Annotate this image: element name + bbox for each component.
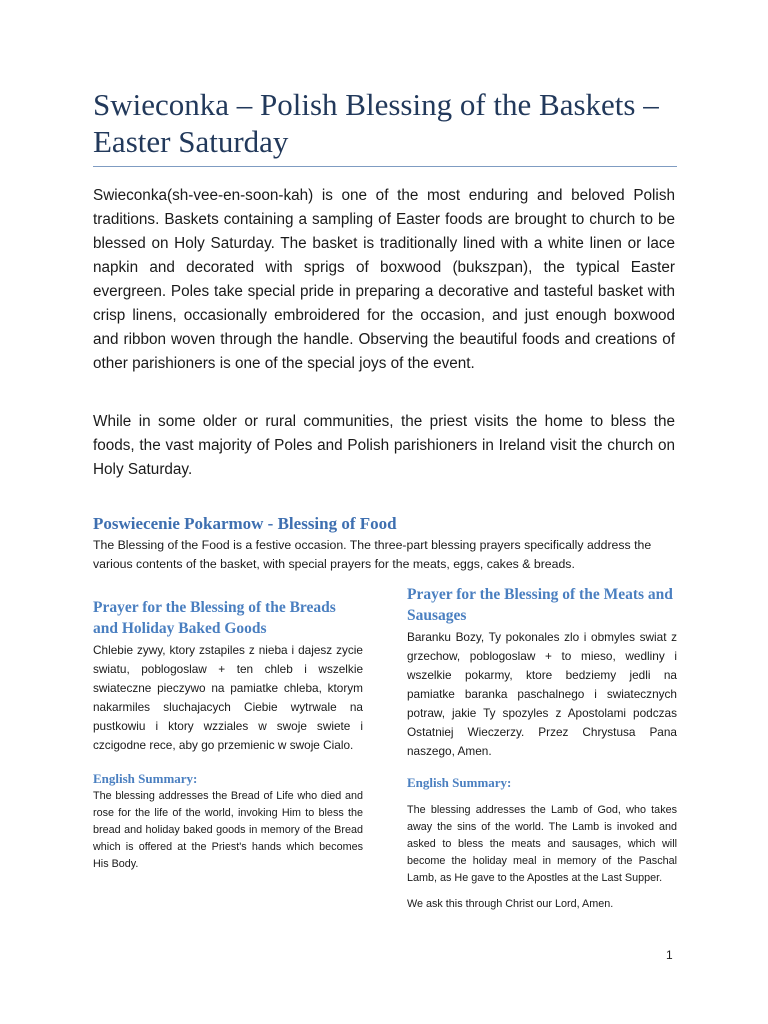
bread-prayer-heading: Prayer for the Blessing of the Breads and Holiday Baked Goods [93,599,336,637]
document-title: Swieconka – Polish Blessing of the Baskets – Easter Saturday [93,87,659,159]
meat-prayer-text: Baranku Bozy, Ty pokonales zlo i obmyles swiat z grzechow, poblogoslaw + to mieso, wedliny i wszelkie pokarmy, ktore bedziemy jedli na pamiatke baranka paschalnego i swiatecznych potraw, jakie Ty spozyles z Apostolami podczas Ostatniej Wieczerzy. Przez Chrystusa Pana naszego, Amen. [407,630,677,758]
closing-line: We ask this through Christ our Lord, Amen. [407,898,614,910]
bread-summary-label: English Summary: [93,771,198,786]
bread-prayer-column [93,597,363,873]
meat-summary-text: The blessing addresses the Lamb of God, who takes away the sins of the world. The Lamb is invoked and asked to bless the meats and sausages, which will become the holiday meal in memory of the Paschal Lamb, as He gave to the Apostles at the Last Supper. [407,804,677,884]
bread-prayer-text: Chlebie zywy, ktory zstapiles z nieba i dajesz zycie swiatu, poblogoslaw + ten chleb i wszelkie swiateczne pieczywo na pamiatke chleba, ktorym nakarmiles sluchajacych Ciebie wytrwale na pustkowiu i ktory wzziales w swoje swiete i czcigodne rece, aby go przemienic w swoje Cialo. [93,643,363,752]
page-number: 1 [666,948,673,962]
meat-prayer-column [407,584,677,913]
meat-prayer-heading: Prayer for the Blessing of the Meats and Sausages [407,586,673,624]
section-heading: Poswiecenie Pokarmow - Blessing of Food [93,514,397,533]
bread-summary-text: The blessing addresses the Bread of Life who died and rose for the life of the world, invoking Him to bless the bread and holiday baked goods in memory of the Bread which is offered at the Priest's hands which becomes His Body. [93,790,363,870]
title-underline [93,166,677,167]
intro-paragraph: Swieconka(sh-vee-en-soon-kah) is one of the most enduring and beloved Polish traditions. Baskets containing a sampling of Easter foods are brought to church to be blessed on Holy Saturday. The basket is traditionally lined with a white linen or lace napkin and decorated with sprigs of boxwood (bukszpan), the typical Easter evergreen. Poles take special pride in preparing a decorative and tasteful basket with crisp linens, occasionally embroidered for the occasion, and just enough boxwood and ribbon woven through the handle. Observing the beautiful foods and creations of other parishioners is one of the special joys of the event. [93,187,675,372]
second-paragraph: While in some older or rural communities, the priest visits the home to bless the foods, the vast majority of Poles and Polish parishioners in Ireland visit the church on Holy Saturday. [93,413,675,478]
section-intro: The Blessing of the Food is a festive occasion. The three-part blessing prayers specifically address the various contents of the basket, with special prayers for the meats, eggs, cakes & breads. [93,538,652,571]
meat-summary-label: English Summary: [407,775,512,790]
